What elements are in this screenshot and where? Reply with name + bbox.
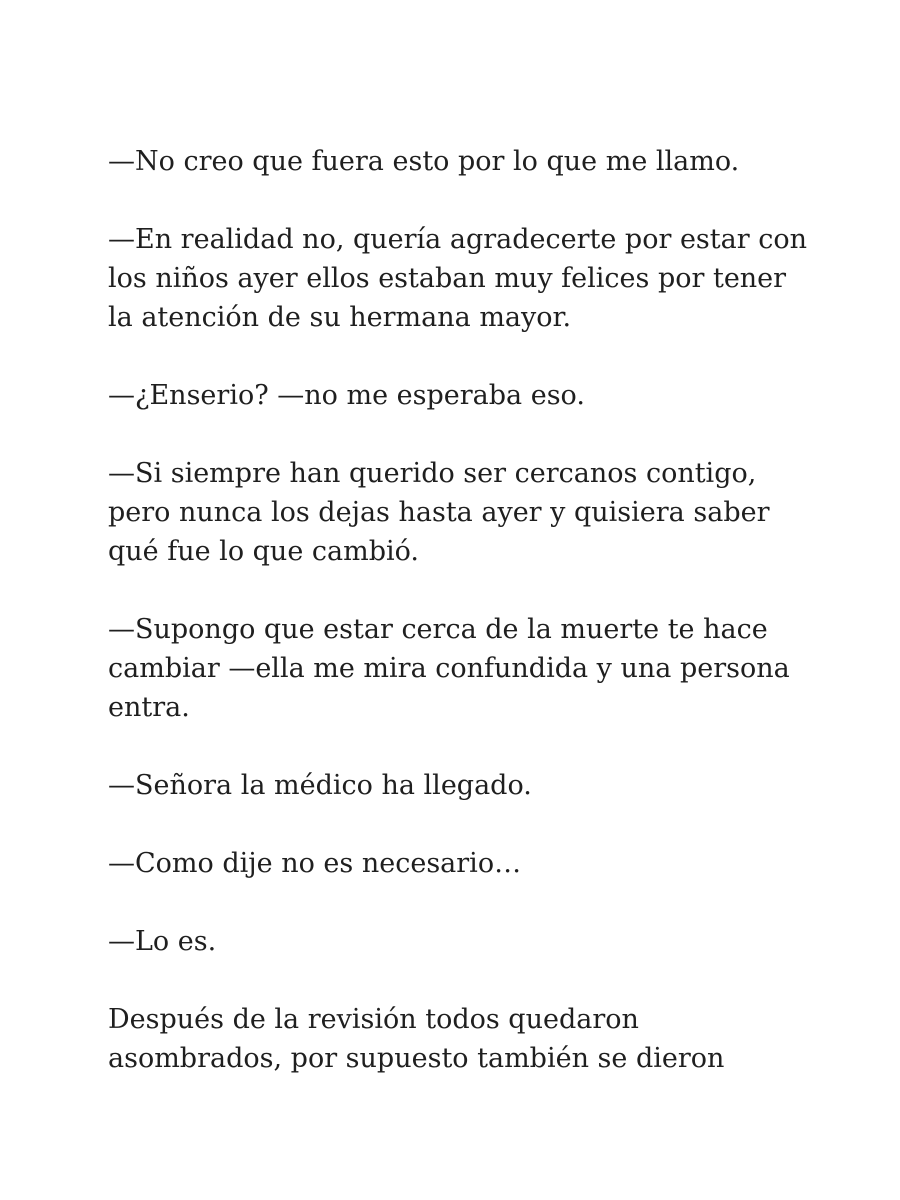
paragraph: —No creo que fuera esto por lo que me llamo. xyxy=(108,146,740,177)
paragraph: —En realidad no, quería agradecerte por estar con los niños ayer ellos estaban muy felices por tener la atención de su hermana mayor. xyxy=(108,224,807,333)
paragraph: —¿Enserio? —no me esperaba eso. xyxy=(108,380,585,411)
paragraph: Después de la revisión todos quedaron asombrados, por supuesto también se dieron xyxy=(108,1004,725,1074)
paragraph: —Supongo que estar cerca de la muerte te hace cambiar —ella me mira confundida y una persona entra. xyxy=(108,614,790,723)
paragraph: —Si siempre han querido ser cercanos contigo, pero nunca los dejas hasta ayer y quisiera saber qué fue lo que cambió. xyxy=(108,458,770,567)
document-page xyxy=(108,142,808,1078)
paragraph: —Como dije no es necesario… xyxy=(108,848,522,879)
paragraph: —Lo es. xyxy=(108,926,217,957)
paragraph: —Señora la médico ha llegado. xyxy=(108,770,532,801)
